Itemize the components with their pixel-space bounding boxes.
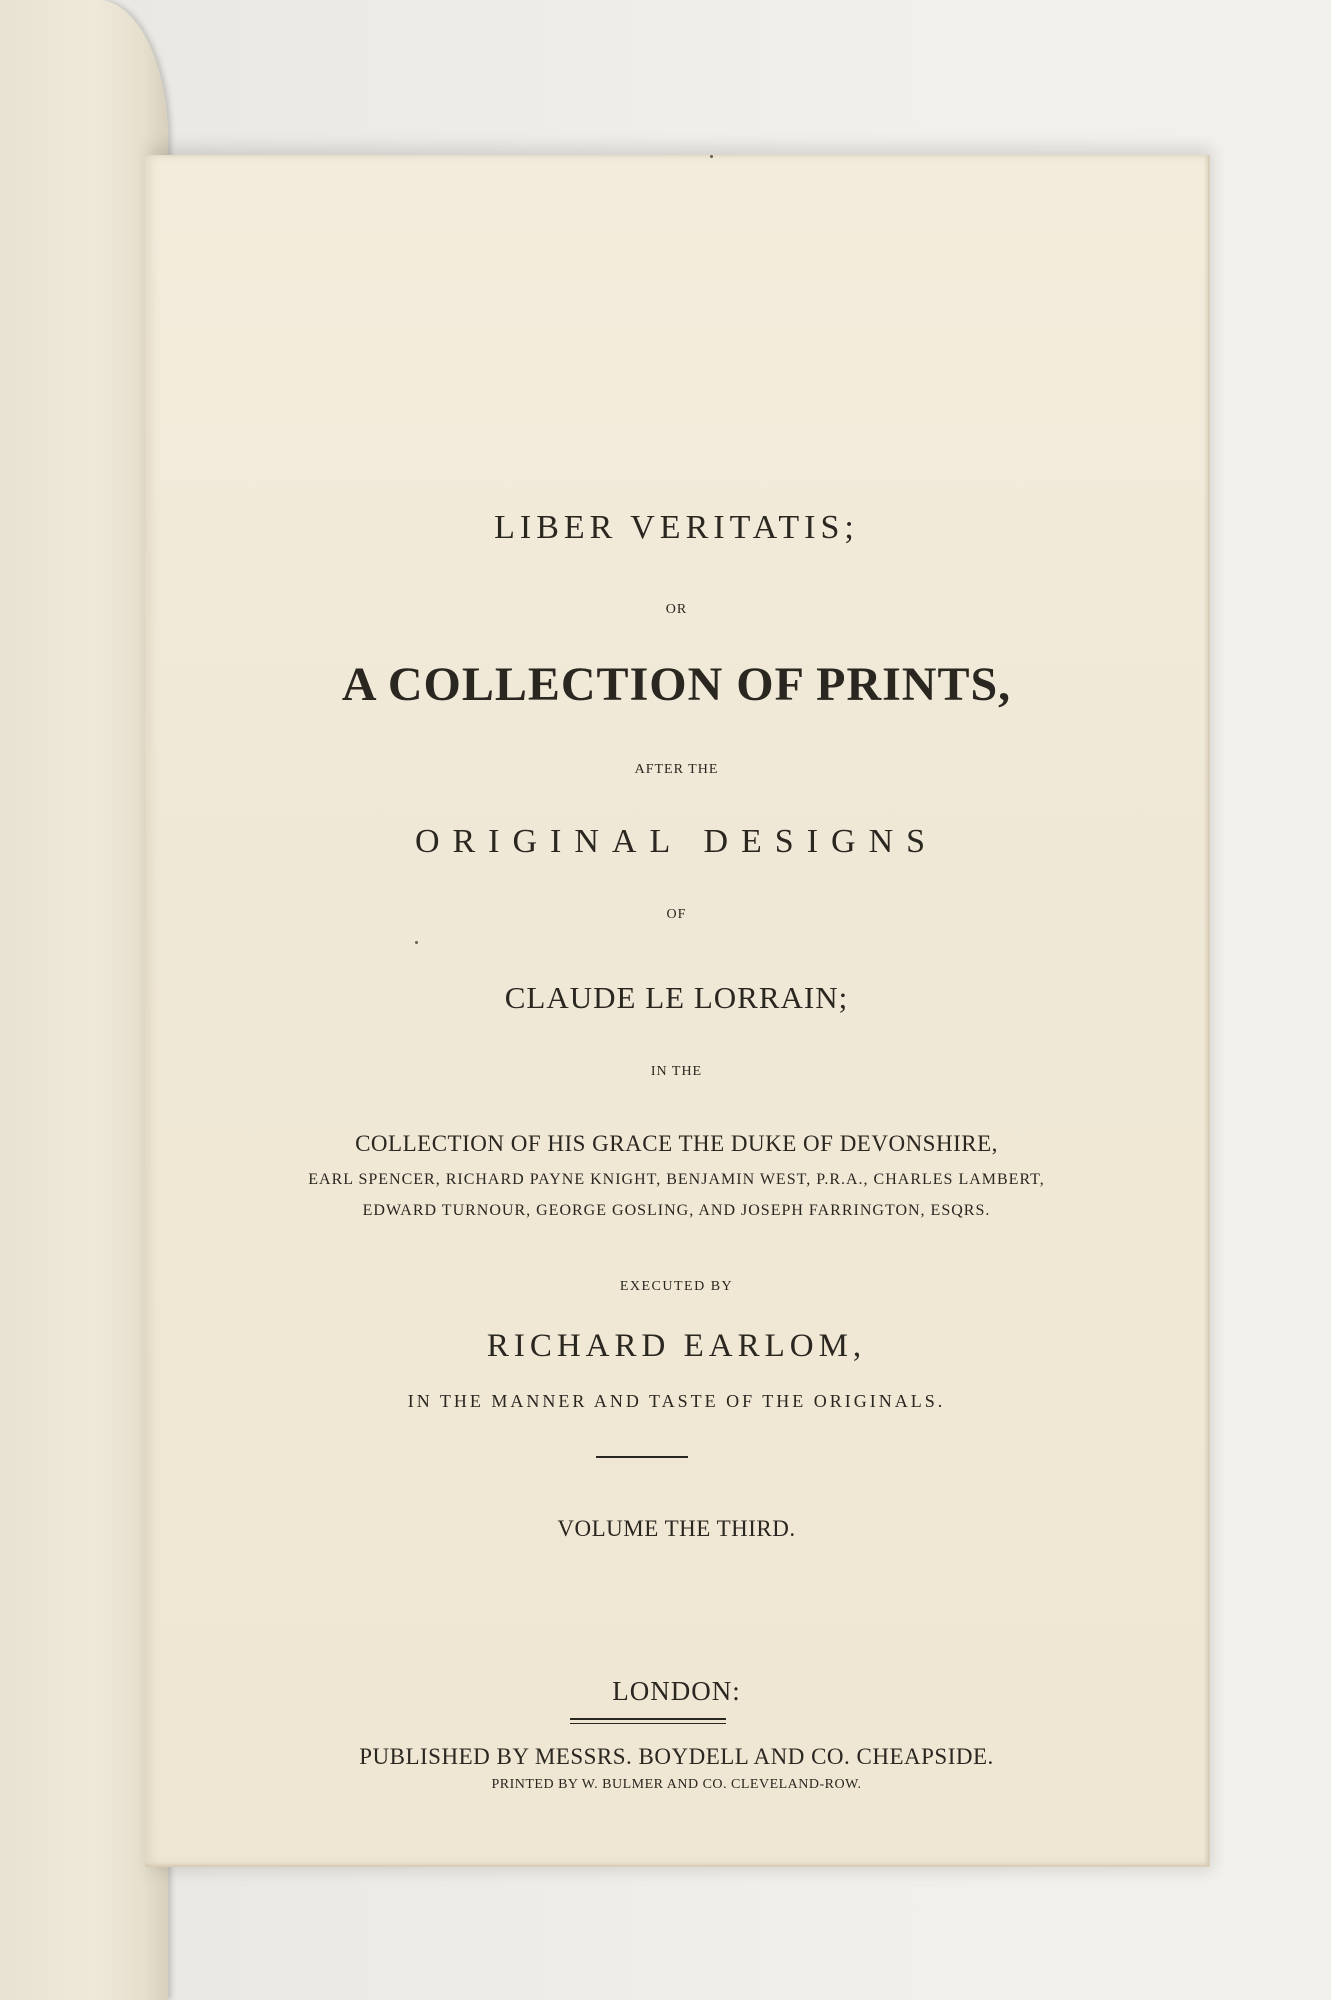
collection-line: COLLECTION OF HIS GRACE THE DUKE OF DEVONSHIRE,	[355, 1131, 998, 1156]
connector-after-the: AFTER THE	[634, 762, 719, 777]
title-page	[145, 155, 1210, 1867]
volume-label: VOLUME THE THIRD.	[557, 1516, 796, 1541]
paper-speck	[710, 155, 713, 158]
paper-speck	[415, 941, 418, 944]
double-rule-top	[570, 1718, 726, 1720]
manner-line: IN THE MANNER AND TASTE OF THE ORIGINALS.	[407, 1391, 946, 1411]
double-rule-bottom	[570, 1723, 726, 1724]
artist-name: CLAUDE LE LORRAIN;	[504, 980, 849, 1015]
connector-executed-by: EXECUTED BY	[619, 1279, 734, 1294]
engraver-name: RICHARD EARLOM,	[486, 1328, 867, 1364]
connector-or: OR	[665, 602, 688, 617]
imprint-city: LONDON:	[612, 1676, 741, 1706]
collectors-line-1: EARL SPENCER, RICHARD PAYNE KNIGHT, BENJAMIN WEST, P.R.A., CHARLES LAMBERT,	[308, 1171, 1045, 1188]
left-page-edge	[0, 0, 168, 2000]
original-designs-line: ORIGINAL DESIGNS	[414, 823, 939, 860]
connector-of: OF	[666, 907, 687, 922]
divider-rule	[596, 1456, 688, 1458]
printer-line: PRINTED BY W. BULMER AND CO. CLEVELAND-ROW.	[491, 1777, 862, 1792]
publisher-line: PUBLISHED BY MESSRS. BOYDELL AND CO. CHEAPSIDE.	[359, 1744, 994, 1769]
connector-in-the: IN THE	[650, 1064, 703, 1079]
subtitle: A COLLECTION OF PRINTS,	[341, 658, 1012, 711]
collectors-line-2: EDWARD TURNOUR, GEORGE GOSLING, AND JOSEPH FARRINGTON, ESQRS.	[362, 1202, 991, 1219]
book-title: LIBER VERITATIS;	[494, 509, 859, 546]
